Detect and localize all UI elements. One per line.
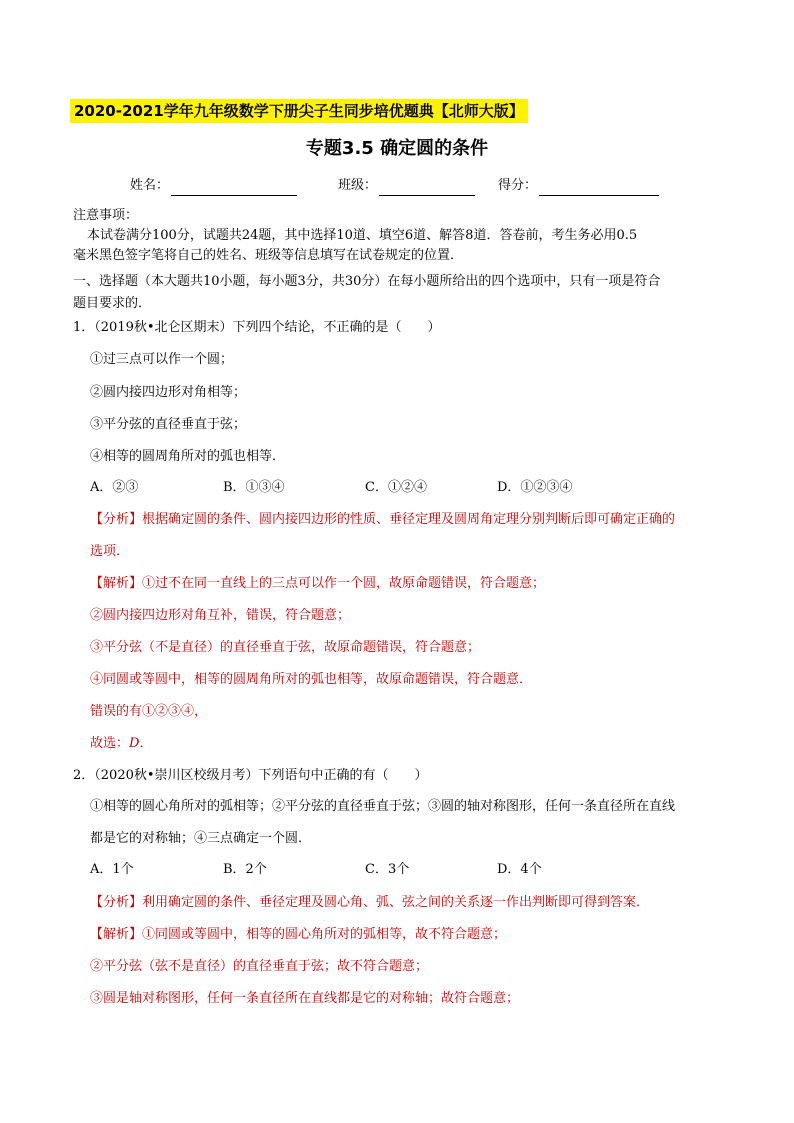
q2-solution-line: ③圆是轴对称图形，任何一条直径所在直线都是它的对称轴；故符合题意； <box>90 991 520 1006</box>
name-blank[interactable] <box>171 181 297 196</box>
answer-prefix: 故选： <box>90 736 130 751</box>
q1-statement: ④相等的圆周角所对的弧也相等． <box>90 449 286 464</box>
q2-analysis: 【分析】利用确定圆的条件、垂径定理及圆心角、弧、弦之间的关系逐一作出判断即可得到答案． <box>90 895 650 910</box>
answer-letter: D <box>129 736 140 751</box>
q2-option-b[interactable]: B．2个 <box>223 862 267 877</box>
score-field <box>498 176 659 196</box>
class-label: 班级： <box>338 178 378 193</box>
q1-statement: ②圆内接四边形对角相等； <box>90 385 247 400</box>
q2-solution: 【解析】①同圆或等圆中，相等的圆心角所对的弧相等，故不符合题意； <box>90 927 507 942</box>
q1-solution-line: ④同圆或等圆中，相等的圆周角所对的弧也相等，故原命题错误，符合题意． <box>90 672 533 687</box>
question-1-stem: 1．（2019秋•北仑区期末）下列四个结论，不正确的是（ ） <box>73 320 441 335</box>
q1-solution-line: ②圆内接四边形对角互补，错误，符合题意； <box>90 608 351 623</box>
notes-line: 本试卷满分100分，试题共24题，其中选择10道、填空6道、解答8道．答卷前，考生务必用0.5 <box>87 228 638 243</box>
score-blank[interactable] <box>539 181 659 196</box>
q1-option-a[interactable]: A．②③ <box>90 480 139 495</box>
answer-suffix: ． <box>139 736 153 751</box>
name-field <box>130 176 297 196</box>
q1-options <box>90 478 650 498</box>
q1-option-c[interactable]: C．①②④ <box>365 480 427 495</box>
q2-solution-line: ②平分弦（弦不是直径）的直径垂直于弦；故不符合题意； <box>90 959 429 974</box>
name-label: 姓名： <box>130 178 170 193</box>
notes-line: 毫米黑色签字笔将自己的姓名、班级等信息填写在试卷规定的位置． <box>73 248 464 263</box>
score-label: 得分： <box>498 178 538 193</box>
page-title: 专题3.5 确定圆的条件 <box>305 138 489 159</box>
class-blank[interactable] <box>379 181 475 196</box>
q1-statement: ①过三点可以作一个圆； <box>90 352 234 367</box>
q1-option-b[interactable]: B．①③④ <box>223 480 285 495</box>
q2-option-c[interactable]: C．3个 <box>365 862 410 877</box>
q1-answer-line <box>90 734 152 754</box>
q2-statement: ①相等的圆心角所对的弧相等；②平分弦的直径垂直于弦；③圆的轴对称图形，任何一条直径所在直线 <box>90 799 676 814</box>
q1-wrong-list: 错误的有①②③④， <box>90 704 208 719</box>
q1-analysis: 【分析】根据确定圆的条件、圆内接四边形的性质、垂径定理及圆周角定理分别判断后即可确定正确的 <box>90 512 676 527</box>
notes-heading: 注意事项： <box>73 208 139 223</box>
class-field <box>338 176 475 196</box>
header-banner: 2020-2021学年九年级数学下册尖子生同步培优题典【北师大版】 <box>70 99 528 123</box>
question-2-stem: 2．（2020秋•崇川区校级月考）下列语句中正确的有（ ） <box>73 768 428 783</box>
q1-option-d[interactable]: D．①②③④ <box>497 480 573 495</box>
q1-analysis-cont: 选项． <box>90 544 130 559</box>
q1-solution: 【解析】①过不在同一直线上的三点可以作一个圆，故原命题错误，符合题意； <box>90 576 546 591</box>
q2-option-d[interactable]: D．4个 <box>497 862 542 877</box>
section-heading: 一、选择题（本大题共10小题，每小题3分，共30分）在每小题所给出的四个选项中，只有一项是符合 <box>73 274 661 289</box>
q1-statement: ③平分弦的直径垂直于弦； <box>90 417 247 432</box>
q1-solution-line: ③平分弦（不是直径）的直径垂直于弦，故原命题错误，符合题意； <box>90 640 481 655</box>
q2-option-a[interactable]: A．1个 <box>90 862 134 877</box>
q2-options <box>90 860 650 880</box>
q2-statement-cont: 都是它的对称轴；④三点确定一个圆． <box>90 831 312 846</box>
section-heading-cont: 题目要求的． <box>73 296 152 311</box>
